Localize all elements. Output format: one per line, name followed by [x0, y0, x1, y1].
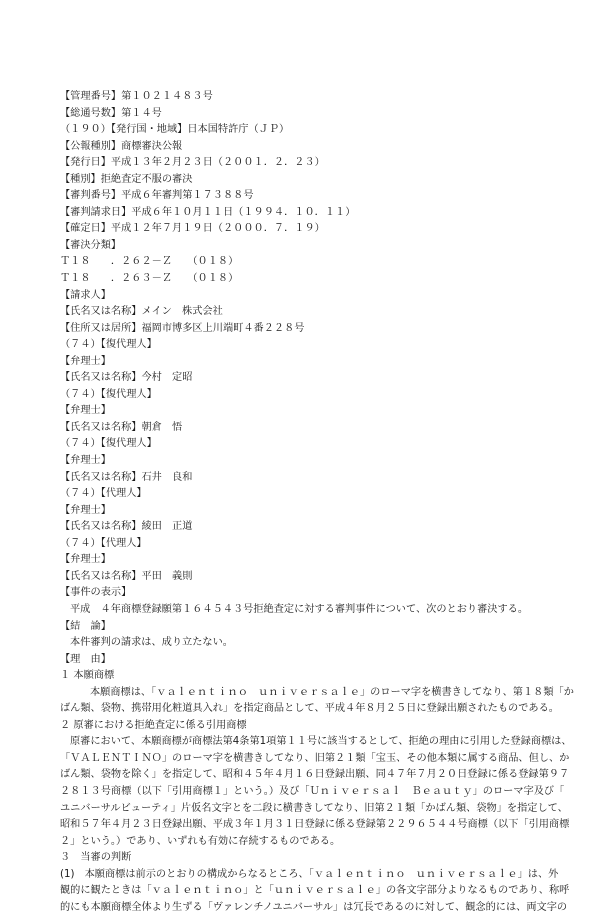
- patent-attorney-label: 【弁理士】: [60, 455, 111, 467]
- claimant-address: 【住所又は居所】福岡市博多区上川端町４番２２８号: [60, 322, 305, 334]
- case-description: 平成 ４年商標登録願第１６４５４３号拒絶査定に対する審判事件について、次のとおり審決する。: [70, 603, 529, 615]
- classification-code: Ｔ１８ ．２６３－Ｚ （０１８）: [60, 273, 239, 285]
- agent-heading: （７４）【代理人】: [60, 537, 147, 549]
- finalization-date: 【確定日】平成１２年７月１９日（２０００．７．１９）: [60, 223, 325, 235]
- claimant-heading: 【請求人】: [60, 289, 111, 301]
- patent-attorney-label: 【弁理士】: [60, 355, 111, 367]
- agent-name: 【氏名又は名称】綾田 正道: [60, 521, 193, 533]
- management-number: 【管理番号】第１０２１４８３号: [60, 91, 213, 102]
- agent-name: 【氏名又は名称】朝倉 悟: [60, 421, 183, 433]
- body-paragraph-line: 本願商標は、「ｖａｌｅｎｔｉｎｏ ｕｎｉｖｅｒｓａｌｅ」のローマ字を横書きしてなり、第１８類「か: [90, 686, 574, 698]
- issuing-country: （１９０）【発行国・地域】日本国特許庁（ＪＰ）: [60, 124, 290, 136]
- body-paragraph-line: ２８１３号商標（以下「引用商標１」という。）及び「Ｕｎｉｖｅｒｓａｌ Ｂｅａｕｔｙ」のローマ字及び「: [60, 785, 565, 797]
- case-display-heading: 【事件の表示】: [60, 587, 132, 599]
- body-paragraph-line: 的にも本願商標全体より生ずる「ヴァレンチノユニバーサル」は冗長であるのに対して、観念的には、両文字の: [60, 901, 568, 913]
- body-paragraph-line: 「ＶＡＬＥＮＴＩＮＯ」のローマ字を横書きしてなり、旧第２１類「宝玉、その他本類に属する商品、但し、か: [60, 752, 570, 764]
- sub-agent-heading: （７４）【復代理人】: [60, 388, 157, 400]
- body-paragraph-line: (1) 本願商標は前示のとおりの構成からなるところ、「ｖａｌｅｎｔｉｎｏ ｕｎｉｖｅｒｓａｌｅ」は、外: [60, 868, 559, 880]
- reasons-heading: 【理 由】: [60, 653, 111, 665]
- decision-type: 【種別】拒絶査定不服の審決: [60, 173, 193, 185]
- agent-name: 【氏名又は名称】平田 義則: [60, 570, 193, 582]
- issue-date: 【発行日】平成１３年２月２３日（２００１．２．２３）: [60, 157, 325, 169]
- section-heading-judgment: ３ 当審の判断: [60, 852, 132, 864]
- body-paragraph-line: 昭和５７年４月２３日登録出願、平成３年１月３１日登録に係る登録第２２９６５４４号商標（以下「引用商標: [60, 819, 570, 831]
- body-paragraph-line: 観的に観たときは「ｖａｌｅｎｔｉｎｏ」と「ｕｎｉｖｅｒｓａｌｅ」の各文字部分よりなるものであり、称呼: [60, 885, 570, 897]
- sub-agent-heading: （７４）【復代理人】: [60, 438, 157, 450]
- trademark-decision-document: [60, 89, 574, 916]
- body-paragraph-line: ユニバーサルビューティ」片仮名文字とを二段に横書きしてなり、旧第２１類「かばん類、袋物」を指定して、: [60, 802, 568, 814]
- conclusion-text: 本件審判の請求は、成り立たない。: [70, 637, 233, 649]
- patent-attorney-label: 【弁理士】: [60, 405, 111, 417]
- patent-attorney-label: 【弁理士】: [60, 554, 111, 566]
- section-heading-cited-marks: ２ 原審における拒絶査定に係る引用商標: [60, 719, 247, 731]
- section-heading-applied-mark: １ 本願商標: [60, 670, 115, 682]
- trial-number: 【審判番号】平成６年審判第１７３８８号: [60, 190, 254, 202]
- agent-name: 【氏名又は名称】今村 定昭: [60, 372, 193, 384]
- publication-type: 【公報種別】商標審決公報: [60, 140, 183, 152]
- patent-attorney-label: 【弁理士】: [60, 504, 111, 516]
- body-paragraph-line: 原審において、本願商標が商標法第4条第1項第１１号に該当するとして、拒絶の理由に引用した登録商標は、: [70, 736, 572, 748]
- classification-code: Ｔ１８ ．２６２－Ｚ （０１８）: [60, 256, 239, 268]
- decision-classification-heading: 【審決分類】: [60, 239, 122, 251]
- claimant-name: 【氏名又は名称】メイン 株式会社: [60, 306, 223, 318]
- body-paragraph-line: ２」という。）であり、いずれも有効に存続するものである。: [60, 835, 341, 847]
- sub-agent-heading: （７４）【復代理人】: [60, 339, 157, 351]
- trial-request-date: 【審判請求日】平成６年１０月１１日（１９９４．１０．１１）: [60, 206, 356, 218]
- body-paragraph-line: ばん類、袋物、携帯用化粧道具入れ」を指定商品として、平成４年８月２５日に登録出願されたものである。: [60, 703, 559, 715]
- body-paragraph-line: ばん類、袋物を除く」を指定して、昭和４５年４月１６日登録出願、同４７年７月２０日登録に係る登録第９７: [60, 769, 570, 781]
- total-issue-number: 【総通号数】第１４号: [60, 107, 162, 119]
- conclusion-heading: 【結 論】: [60, 620, 111, 632]
- agent-name: 【氏名又は名称】石井 良和: [60, 471, 193, 483]
- agent-heading: （７４）【代理人】: [60, 488, 147, 500]
